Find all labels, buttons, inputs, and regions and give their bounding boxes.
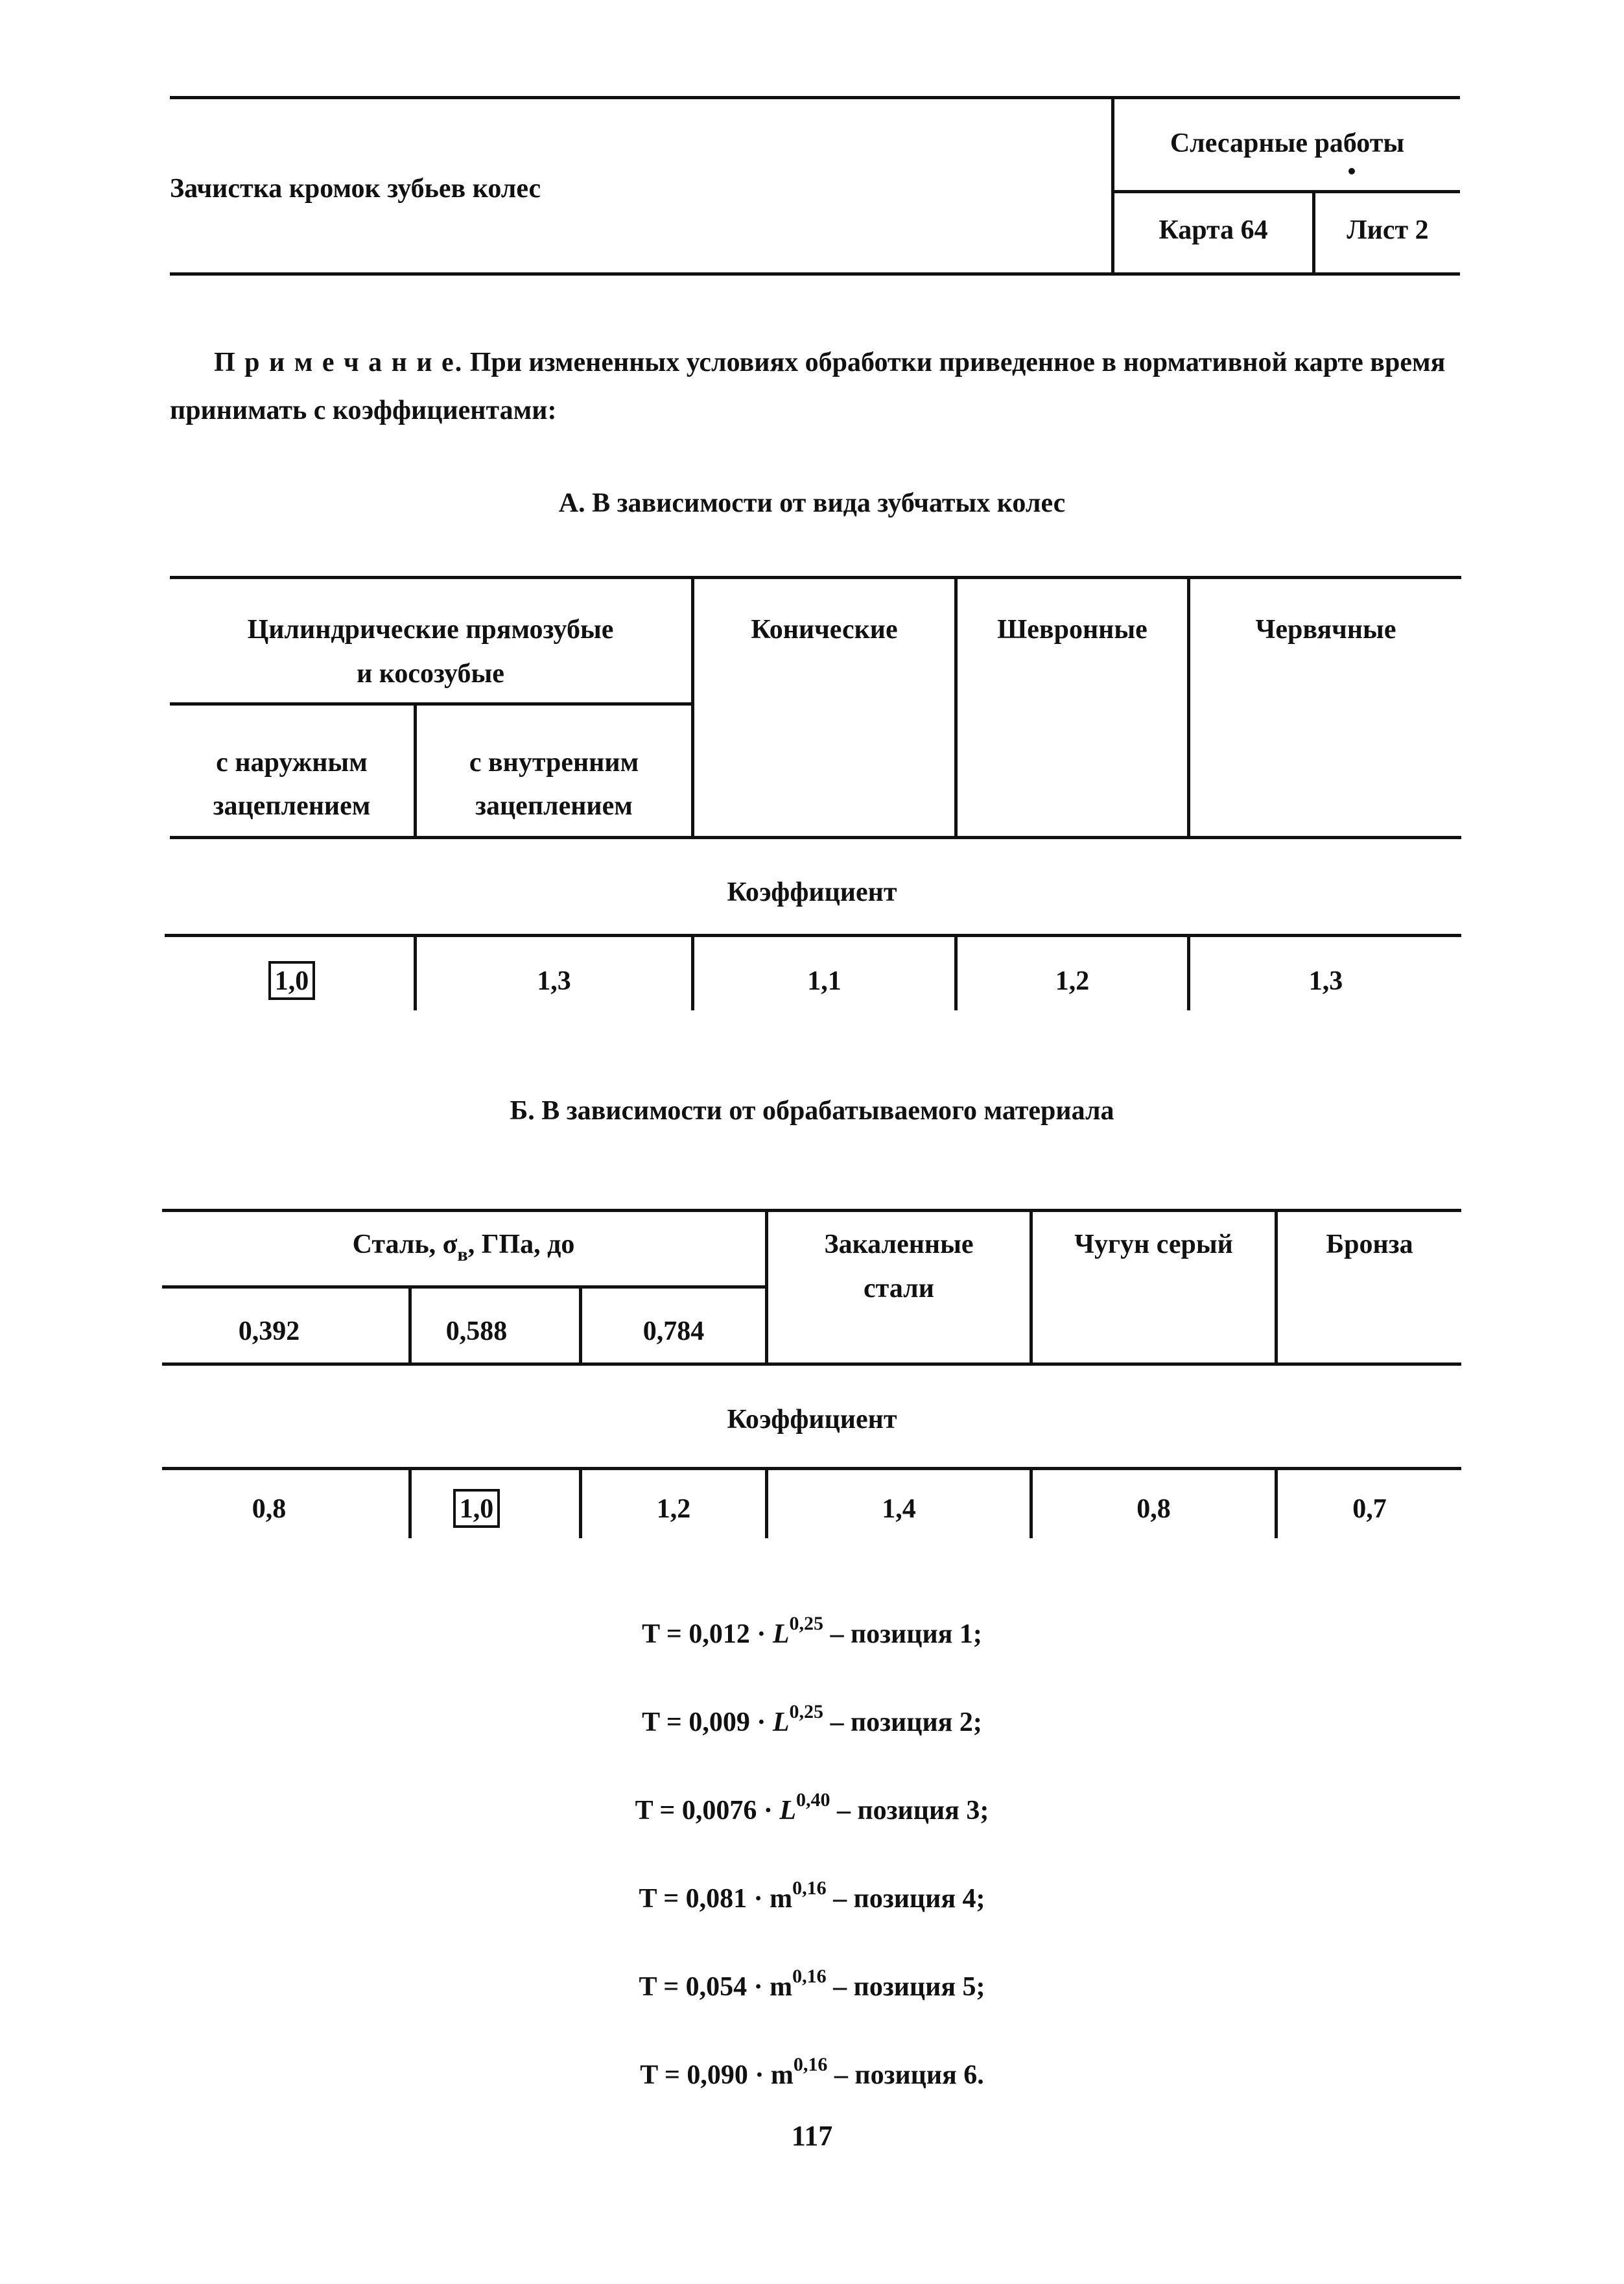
table-b-value <box>412 1489 541 1528</box>
formula-exponent: 0,16 <box>792 1877 827 1899</box>
table-a-value: 1,1 <box>807 966 841 996</box>
table-a-value <box>170 961 414 1000</box>
col-conic: Конические <box>751 615 898 645</box>
header-mid-rule <box>1111 190 1460 193</box>
table-b-coefficient-label: Коэффициент <box>727 1405 897 1434</box>
formula-exponent: 0,40 <box>795 1789 830 1811</box>
section-name: Слесарные работы <box>1170 128 1405 158</box>
col-hardened-line-1: Закаленные <box>824 1230 974 1259</box>
steel-subscript: в <box>457 1244 468 1265</box>
table-a-title: А. В зависимости от вида зубчатых колес <box>558 488 1066 518</box>
col-chevron: Шевронные <box>997 615 1147 645</box>
col-hardened-line-2: стали <box>864 1274 934 1303</box>
formula-position: – позиция 1; <box>823 1619 982 1649</box>
formula-variable: L <box>779 1796 796 1826</box>
table-b-values-top-rule <box>162 1467 1461 1470</box>
sheet-number: Лист 2 <box>1347 215 1429 245</box>
table-b-value: 0,8 <box>1136 1494 1171 1524</box>
formula-lhs: T = 0,081 · <box>639 1884 770 1914</box>
col-cylindrical-line-2: и косозубые <box>357 659 504 689</box>
document-title: Зачистка кромок зубьев колес <box>170 174 541 204</box>
formula-position: – позиция 4; <box>826 1884 985 1914</box>
table-b-value: 1,4 <box>882 1494 916 1524</box>
table-a-top-rule <box>170 576 1461 579</box>
header-bottom-rule <box>170 272 1460 276</box>
table-b-value: 0,8 <box>252 1494 287 1524</box>
col-bronze: Бронза <box>1326 1230 1413 1259</box>
formula-position: – позиция 3; <box>830 1796 989 1826</box>
table-a-divider <box>954 576 958 839</box>
steel-value: 0,588 <box>445 1316 508 1346</box>
bullet-dot <box>1348 168 1355 174</box>
table-a-value: 1,3 <box>537 966 571 996</box>
header-divider <box>1111 96 1114 275</box>
table-a-group-rule <box>170 702 691 706</box>
col-external-line-2: зацеплением <box>213 791 371 821</box>
table-b-value: 1,2 <box>656 1494 691 1524</box>
table-a-value: 1,3 <box>1308 966 1343 996</box>
steel-value: 0,784 <box>642 1316 705 1346</box>
header-top-rule <box>170 96 1460 99</box>
formula-line <box>0 2054 1624 2091</box>
card-number: Карта 64 <box>1159 215 1268 245</box>
col-steel <box>162 1230 765 1265</box>
note-text-1: При измененных условиях обработки приведенное в нормативной карте время <box>469 348 1446 377</box>
table-b-title: Б. В зависимости от обрабатываемого материала <box>510 1096 1114 1126</box>
formula-line <box>0 1613 1624 1650</box>
formula-line <box>0 1701 1624 1738</box>
page-number: 117 <box>791 2120 833 2152</box>
formula-lhs: T = 0,012 · <box>642 1619 773 1649</box>
col-internal-line-1: с внутренним <box>469 748 639 778</box>
formula-position: – позиция 2; <box>823 1707 982 1737</box>
highlighted-value-box: 1,0 <box>268 961 316 1000</box>
col-cast-iron: Чугун серый <box>1074 1230 1233 1259</box>
col-external-line-1: с наружным <box>216 748 368 778</box>
formula-variable: m <box>770 2060 794 2090</box>
col-cylindrical-line-1: Цилиндрические прямозубые <box>247 615 614 645</box>
highlighted-value-box: 1,0 <box>453 1489 500 1528</box>
steel-label: Сталь, σ <box>352 1230 458 1259</box>
formula-variable: L <box>772 1619 790 1649</box>
steel-value: 0,392 <box>238 1316 300 1346</box>
table-a-header-bottom-rule <box>170 836 1461 839</box>
formula-variable: m <box>770 1884 793 1914</box>
formula-lhs: T = 0,0076 · <box>635 1796 780 1826</box>
table-a-value: 1,2 <box>1055 966 1090 996</box>
formula-lhs: T = 0,054 · <box>639 1972 770 2002</box>
table-b-group-rule <box>162 1285 765 1289</box>
formula-position: – позиция 5; <box>826 1972 985 2002</box>
note-line-2: принимать с коэффициентами: <box>170 396 557 425</box>
col-worm: Червячные <box>1255 615 1396 645</box>
formula-variable: m <box>770 1972 793 2002</box>
formula-exponent: 0,25 <box>789 1613 823 1634</box>
table-a-coefficient-label: Коэффициент <box>727 877 897 907</box>
table-a-divider <box>691 576 694 839</box>
note-line-1 <box>214 349 1445 376</box>
table-b-header-bottom-rule <box>162 1362 1461 1366</box>
formula-exponent: 0,25 <box>789 1701 823 1722</box>
table-a-divider <box>1187 576 1190 839</box>
formula-line <box>0 1966 1624 2003</box>
formula-lhs: T = 0,009 · <box>642 1707 773 1737</box>
formula-line <box>0 1789 1624 1826</box>
table-a-values-top-rule <box>165 934 1461 937</box>
table-b-value: 0,7 <box>1352 1494 1387 1524</box>
formula-exponent: 0,16 <box>793 2054 828 2075</box>
formula-variable: L <box>772 1707 790 1737</box>
formula-line <box>0 1877 1624 1914</box>
formula-position: – позиция 6. <box>827 2060 984 2090</box>
col-internal-line-2: зацеплением <box>475 791 633 821</box>
steel-unit: , ГПа, до <box>467 1230 575 1259</box>
formula-exponent: 0,16 <box>792 1966 827 1987</box>
table-b-top-rule <box>162 1209 1461 1212</box>
formula-lhs: T = 0,090 · <box>640 2060 771 2090</box>
note-lead: П р и м е ч а н и е. <box>214 348 464 377</box>
